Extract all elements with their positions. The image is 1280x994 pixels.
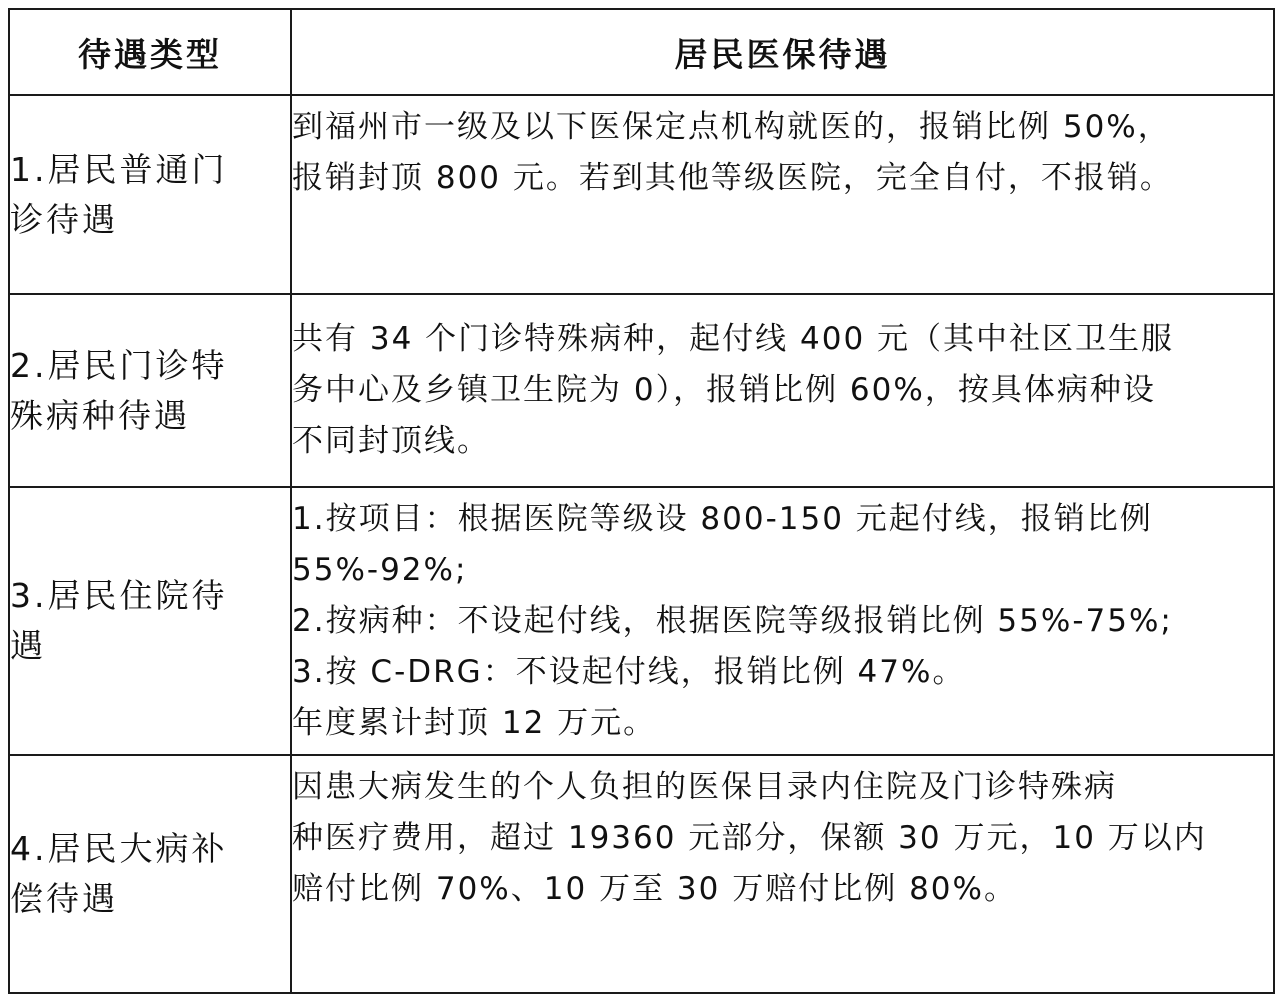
benefit-description-cell: [291, 95, 1274, 294]
type-line: 遇: [10, 626, 46, 665]
benefit-description-cell: [291, 294, 1274, 487]
type-line: 4.居民大病补: [10, 829, 228, 868]
description-line: 报销封顶 800 元。若到其他等级医院，完全自付，不报销。: [292, 160, 1173, 196]
type-line: 3.居民住院待: [10, 576, 228, 615]
description-line: 种医疗费用，超过 19360 元部分，保额 30 万元，10 万以内: [292, 820, 1207, 856]
description-line: 因患大病发生的个人负担的医保目录内住院及门诊特殊病: [292, 769, 1117, 805]
benefit-type-cell: [9, 294, 291, 487]
description-line: 到福州市一级及以下医保定点机构就医的，报销比例 50%，: [292, 109, 1171, 145]
description-line: 共有 34 个门诊特殊病种，起付线 400 元（其中社区卫生服: [292, 321, 1175, 357]
description-line: 2.按病种：不设起付线，根据医院等级报销比例 55%-75%;: [292, 602, 1173, 639]
benefit-type-cell: [9, 95, 291, 294]
type-line: 殊病种待遇: [10, 395, 190, 435]
table-row: [9, 487, 1274, 755]
table-row: [9, 95, 1274, 294]
header-resident-benefits: 居民医保待遇: [291, 9, 1274, 95]
description-line: 年度累计封顶 12 万元。: [292, 704, 657, 741]
benefit-description-cell: [291, 487, 1274, 755]
benefit-type-cell: [9, 487, 291, 755]
type-line: 诊待遇: [10, 199, 118, 239]
type-line: 2.居民门诊特: [10, 345, 228, 385]
description-line: 不同封顶线。: [292, 423, 490, 459]
description-line: 3.按 C-DRG：不设起付线，报销比例 47%。: [292, 653, 966, 690]
benefit-description-cell: [291, 755, 1274, 993]
header-benefit-type: 待遇类型: [9, 9, 291, 95]
type-line: 1.居民普通门: [10, 149, 228, 189]
table-header-row: [9, 9, 1274, 95]
benefits-table: [8, 8, 1275, 994]
description-line: 1.按项目：根据医院等级设 800-150 元起付线，报销比例: [292, 500, 1153, 537]
table-row: [9, 294, 1274, 487]
table-row: [9, 755, 1274, 993]
type-line: 偿待遇: [10, 879, 118, 918]
description-line: 务中心及乡镇卫生院为 0），报销比例 60%，按具体病种设: [292, 372, 1156, 408]
description-line: 赔付比例 70%、10 万至 30 万赔付比例 80%。: [292, 871, 1017, 907]
description-line: 55%-92%;: [292, 551, 468, 588]
benefit-type-cell: [9, 755, 291, 993]
